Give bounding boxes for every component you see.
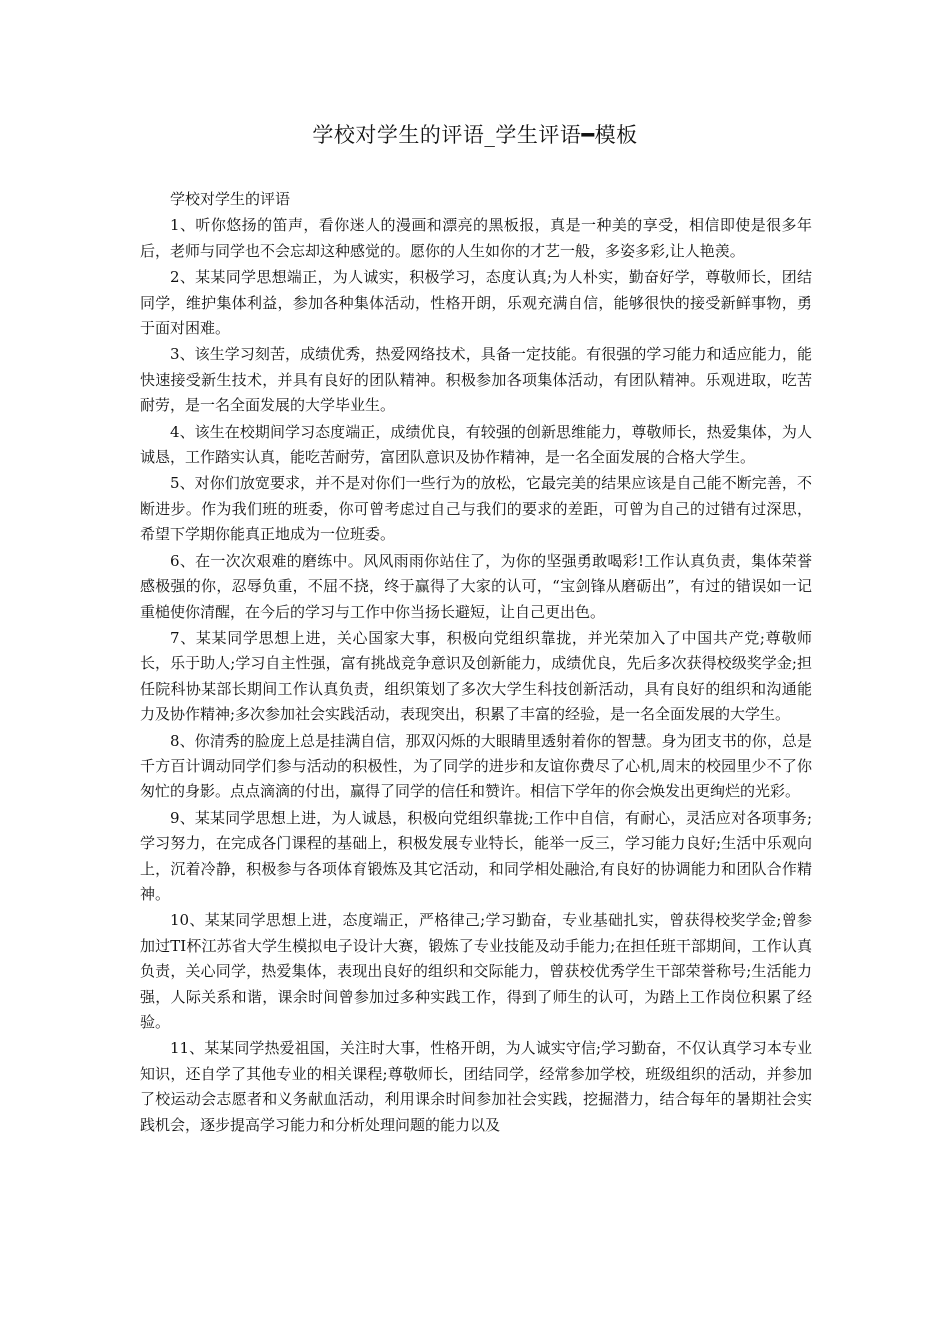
paragraph-2: 2、某某同学思想端正，为人诚实，积极学习，态度认真;为人朴实，勤奋好学，尊敬师长，团结同学，维护集体利益，参加各种集体活动，性格开朗，乐观充满自信，能够很快的接受新鲜事物，勇于面对困难。	[140, 268, 812, 338]
paragraph-8: 8、你清秀的脸庞上总是挂满自信，那双闪烁的大眼睛里透射着你的智慧。身为团支书的你，总是千方百计调动同学们参与活动的积极性，为了同学的进步和友谊你费尽了心机,周末的校园里少不了你匆忙的身影。点点滴滴的付出，赢得了同学的信任和赞许。相信下学年的你会焕发出更绚烂的光彩。	[140, 731, 812, 801]
paragraph-5: 5、对你们放宽要求，并不是对你们一些行为的放松，它最完美的结果应该是自己能不断完善，不断进步。作为我们班的班委，你可曾考虑过自己与我们的要求的差距，可曾为自己的过错有过深思，希望下学期你能真正地成为一位班委。	[140, 474, 812, 544]
paragraph-9: 9、某某同学思想上进，为人诚恳，积极向党组织靠拢;工作中自信，有耐心，灵活应对各项事务;学习努力，在完成各门课程的基础上，积极发展专业特长，能举一反三，学习能力良好;生活中乐观向上，沉着冷静，积极参与各项体育锻炼及其它活动，和同学相处融洽,有良好的协调能力和团队合作精神。	[140, 808, 812, 903]
paragraph-4: 4、该生在校期间学习态度端正，成绩优良，有较强的创新思维能力，尊敬师长，热爱集体，为人诚恳，工作踏实认真，能吃苦耐劳，富团队意识及协作精神，是一名全面发展的合格大学生。	[140, 422, 812, 467]
paragraph-11: 11、某某同学热爱祖国，关注时大事，性格开朗，为人诚实守信;学习勤奋，不仅认真学习本专业知识，还自学了其他专业的相关课程;尊敬师长，团结同学，经常参加学校，班级组织的活动，并参加了校运动会志愿者和义务献血活动，利用课余时间参加社会实践，挖掘潜力，结合每年的暑期社会实践机会，逐步提高学习能力和分析处理问题的能力以及	[140, 1039, 812, 1134]
section-heading: 学校对学生的评语	[170, 190, 291, 208]
document-title: 学校对学生的评语_学生评语━模板	[312, 123, 638, 147]
paragraph-3: 3、该生学习刻苦，成绩优秀，热爱网络技术，具备一定技能。有很强的学习能力和适应能力，能快速接受新生技术，并具有良好的团队精神。积极参加各项集体活动，有团队精神。乐观进取，吃苦耐劳，是一名全面发展的大学毕业生。	[140, 345, 812, 415]
paragraph-1: 1、听你悠扬的笛声，看你迷人的漫画和漂亮的黑板报，真是一种美的享受，相信即使是很多年后，老师与同学也不会忘却这种感觉的。愿你的人生如你的才艺一般，多姿多彩,让人艳羡。	[140, 216, 812, 260]
paragraph-7: 7、某某同学思想上进，关心国家大事，积极向党组织靠拢，并光荣加入了中国共产党;尊敬师长，乐于助人;学习自主性强，富有挑战竞争意识及创新能力，成绩优良，先后多次获得校级奖学金;担任院科协某部长期间工作认真负责，组织策划了多次大学生科技创新活动，具有良好的组织和沟通能力及协作精神;多次参加社会实践活动，表现突出，积累了丰富的经验，是一名全面发展的大学生。	[140, 628, 812, 724]
document-body	[140, 187, 812, 1139]
paragraph-10: 10、某某同学思想上进，态度端正，严格律己;学习勤奋，专业基础扎实，曾获得校奖学金;曾参加过TI杯江苏省大学生模拟电子设计大赛，锻炼了专业技能及动手能力;在担任班干部期间，工作认真负责，关心同学，热爱集体，表现出良好的组织和交际能力，曾获校优秀学生干部荣誉称号;生活能力强，人际关系和谐，课余时间曾参加过多种实践工作，得到了师生的认可，为踏上工作岗位积累了经验。	[140, 911, 812, 1031]
paragraph-6: 6、在一次次艰难的磨练中。风风雨雨你站住了，为你的坚强勇敢喝彩!工作认真负责，集体荣誉感极强的你，忍辱负重，不屈不挠，终于赢得了大家的认可，“宝剑锋从磨砺出”，有过的错误如一记重槌使你清醒，在今后的学习与工作中你当扬长避短，让自己更出色。	[140, 551, 812, 621]
